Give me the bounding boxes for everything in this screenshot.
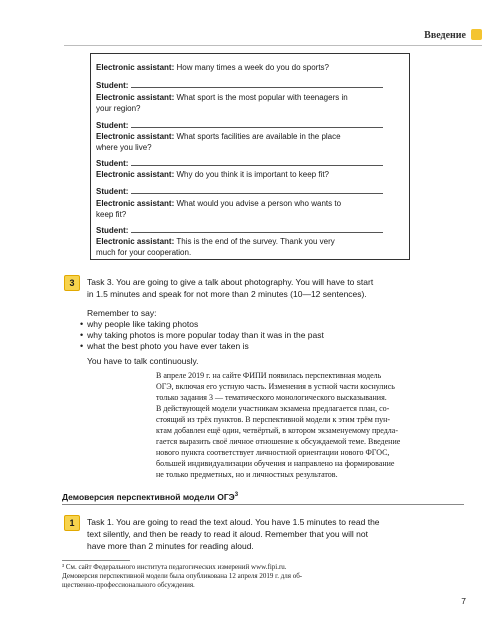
paragraph-line: ктам добавлен ещё один, четвёртый, в котором экзаменуемому предла- (156, 426, 398, 435)
task-3-text: Task 3. You are going to give a talk about photography. You will have to start (87, 277, 374, 287)
paragraph-line: стоящий из трёх пунктов. В перспективной модели к этим трём пун- (156, 415, 391, 424)
survey-line: Student: (96, 120, 401, 132)
answer-line (131, 226, 383, 233)
answer-line (131, 187, 383, 194)
survey-line: Electronic assistant: How many times a week do you do sports? (96, 63, 329, 72)
task-3-text: in 1.5 minutes and speak for not more than 2 minutes (10—12 sentences). (87, 289, 367, 299)
survey-line: much for your cooperation. (96, 248, 192, 257)
section-marker-icon (471, 29, 482, 40)
task-1-text: have more than 2 minutes for reading aloud. (87, 541, 254, 551)
section-title: Демоверсия перспективной модели ОГЭ$^3$ (62, 492, 239, 502)
paragraph-line: гается выразить своё личное отношение к обсуждаемой теме. Введение (156, 437, 401, 446)
footnote: ³ См. сайт Федерального института педагогических измерений www.fipi.ru. Демоверсия перспективной модели была опубликована 12 апреля 2019 г. для об- щественно-профессионального обсуждения. (62, 563, 303, 589)
instruction-text: You have to talk continuously. (87, 356, 199, 366)
bullet-item: • why taking photos is more popular today than it was in the past (80, 330, 324, 340)
task-number-badge: 1 (64, 515, 80, 531)
answer-line (131, 159, 383, 166)
remember-label: Remember to say: (87, 308, 157, 318)
paragraph-line: В действующей модели участникам экзамена предлагается план, со- (156, 404, 390, 413)
survey-line: Student: (96, 186, 401, 198)
task-number-badge: 3 (64, 275, 80, 291)
answer-line (131, 121, 383, 128)
header-divider (64, 45, 482, 46)
survey-line: where you live? (96, 143, 152, 152)
survey-line: Electronic assistant: This is the end of the survey. Thank you very (96, 237, 335, 246)
answer-line (131, 81, 383, 88)
survey-line: keep fit? (96, 210, 127, 219)
survey-line: Student: (96, 158, 401, 170)
page-number: 7 (461, 596, 466, 606)
survey-line: Electronic assistant: Why do you think it is important to keep fit? (96, 170, 329, 179)
paragraph-line: ОГЭ, включая его устную часть. Изменения в устной части коснулись (156, 382, 395, 391)
paragraph-line: не только предметных, но и личностных результатов. (156, 470, 338, 479)
survey-line: Electronic assistant: What sport is the most popular with teenagers in (96, 93, 348, 102)
survey-line: Electronic assistant: What would you advise a person who wants to (96, 199, 342, 208)
survey-line: your region? (96, 104, 141, 113)
paragraph-line: нового пункта соответствует личностной ориентации нового ФГОС, (156, 448, 390, 457)
paragraph-line: большей индивидуализации обучения и направлено на формирование (156, 459, 395, 468)
paragraph-line: только задания 3 — тематического монологического высказывания. (156, 393, 387, 402)
section-header: Введение (424, 30, 466, 41)
bullet-item: • why people like taking photos (80, 319, 199, 329)
survey-line: Electronic assistant: What sports facilities are available in the place (96, 132, 341, 141)
task-1-text: text silently, and then be ready to read it aloud. Remember that you will not (87, 529, 368, 539)
footnote-divider (62, 560, 130, 561)
bullet-item: • what the best photo you have ever taken is (80, 341, 249, 351)
section-divider (62, 504, 464, 505)
paragraph-line: В апреле 2019 г. на сайте ФИПИ появилась перспективная модель (156, 371, 382, 380)
task-1-text: Task 1. You are going to read the text aloud. You have 1.5 minutes to read the (87, 517, 380, 527)
survey-line: Student: (96, 225, 401, 237)
survey-line: Student: (96, 80, 401, 92)
